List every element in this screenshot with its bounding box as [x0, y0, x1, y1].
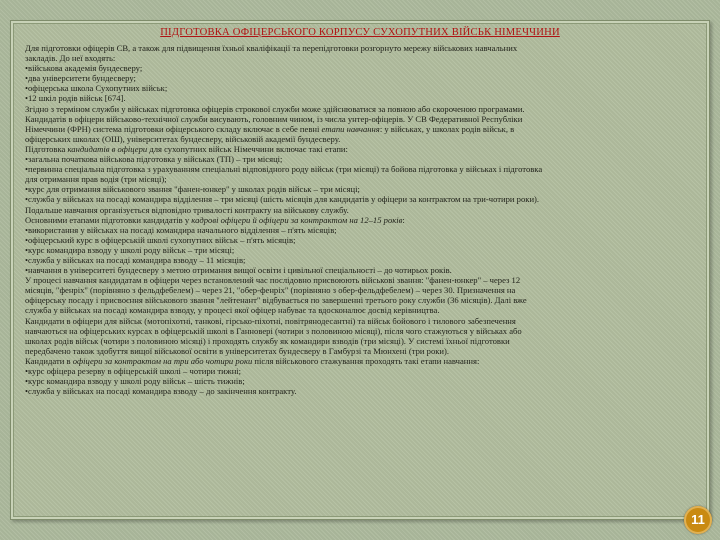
text-line: Згідно з терміном служби у військах підготовка офіцерів строкової служби може здійснюватися за повною або скороченою програмами.: [25, 103, 525, 114]
text-line: •курс командира взводу у школі роду військ – шість тижнів;: [25, 376, 245, 387]
text-line: Кандидатів в офіцери військово-технічної служби висувають, головним чином, із числа унтер-офіцерів. У СВ Федеративної Республіки: [25, 113, 523, 124]
text-line: •курс офіцера резерву в офіцерській школі – чотири тижні;: [25, 366, 242, 376]
text-line: передбачено також здобуття вищої військової освіти в університетах бундесверу в Гамбурзі та Мюнхені (три роки).: [25, 345, 450, 356]
text-line: Основними етапами підготовки кандидатів у кадрові офіцери й офіцери за контрактом на 12–15 років:: [25, 214, 405, 225]
italic-term: етапи навчання: [321, 123, 380, 134]
text-line: •12 шкіл родів військ [674].: [25, 93, 126, 104]
text-line: закладів. До неї входять:: [25, 53, 116, 64]
text-line: •служба у військах на посаді командира взводу – до закінчення контракту.: [25, 386, 297, 397]
text-line: для отримання прав водія (три місяці);: [25, 174, 167, 185]
page-number-badge: 11: [684, 506, 712, 534]
text-line: Кандидати в офіцери за контрактом на три або чотири роки після військового стажування проходять такі етапи навчання:: [25, 355, 480, 366]
text-line: •служба у військах на посаді командира взводу – 11 місяців;: [25, 254, 246, 265]
text-line: •офіцерський курс в офіцерській школі сухопутних військ – п'ять місяців;: [25, 234, 296, 245]
text-line: •навчання в університеті бундесверу з метою отримання вищої освіти і цивільної спеціальності – до чотирьох років.: [25, 265, 452, 276]
text-line: У процесі навчання кандидатам в офіцери через встановлений час послідовно присвоюють військові звання: "фанен-юнкер" – через 12: [25, 275, 521, 286]
text-line: •курс командира взводу у школі роду військ – три місяці;: [25, 244, 235, 255]
text-line: •служба у військах на посаді командира відділення – три місяці (шість місяців для кандидатів у офіцери за контрактом на три-чотири роки).: [25, 194, 540, 205]
body-text: [25, 43, 693, 396]
italic-term: офіцери за контрактом на три або чотири роки: [72, 355, 253, 366]
page-title: ПІДГОТОВКА ОФІЦЕРСЬКОГО КОРПУСУ СУХОПУТНИХ ВІЙСЬК НІМЕЧЧИНИ: [160, 27, 560, 38]
italic-term: кадрові офіцери й офіцери за контрактом на 12–15 років: [191, 214, 403, 225]
text-line: •військова академія бундесверу;: [25, 63, 143, 74]
text-line: Кандидати в офіцери для військ (мотопіхотні, танкові, гірсько-піхотні, повітрянодесантні) та військ бойового і тилового забезпечення: [25, 315, 516, 326]
text-line: •два університети бундесверу;: [25, 73, 136, 84]
text-line: •використання у військах на посаді командира начального відділення – п'ять місяців;: [25, 224, 337, 235]
text-line: місяців, "фенріх" (порівняно з фельдфебелем) – через 21, "обер-фенріх" (порівняно з обер-фельдфебелем) – через 30. Призначення на: [25, 285, 516, 296]
text-line: офіцерських школах (ОШ), університетах бундесверу, військовій академії бундесверу.: [25, 133, 341, 144]
text-line: Подальше навчання організується відповідно тривалості контракту на військову службу.: [25, 204, 349, 215]
text-line: •курс для отримання військового звання "фанен-юнкер" у школах родів військ – три місяці;: [25, 184, 360, 195]
text-line: навчаються на офіцерських курсах в офіцерській школі в Ганновері (чотири з половиною місяці), після чого стажуються у військах або: [25, 325, 522, 336]
content-panel: [10, 20, 710, 520]
italic-term: кандидатів в офіцери: [67, 143, 148, 154]
text-line: •загальна початкова військова підготовка у військах (ТП) – три місяці;: [25, 154, 283, 165]
text-line: •офіцерська школа Сухопутних військ;: [25, 83, 168, 94]
text-line: офіцерську посаду і присвоєння військового звання "лейтенант" відбувається по завершенні третього року служби (36 місяців). Далі вже: [25, 295, 527, 306]
text-line: Німеччини (ФРН) система підготовки офіцерського складу включає в себе певні етапи навчання: у військах, у школах родів військ, в: [25, 123, 515, 134]
text-line: Підготовка кандидатів в офіцери для сухопутних військ Німеччини включає такі етапи:: [25, 143, 348, 154]
text-line: служба у військах на посаді командира взводу, у процесі якої офіцер набуває та вдосконалює досвід керівництва.: [25, 305, 440, 316]
text-line: Для підготовки офіцерів СВ, а також для підвищення їхньої кваліфікації та перепідготовки розгорнуто мережу військових навчальних: [25, 43, 518, 53]
text-line: школах родів військ (чотири з половиною місяці) і проходять службу як командири взводів (три місяці). У системі їхньої підготовки: [25, 335, 510, 346]
text-line: •первинна спеціальна підготовка з урахуванням спеціальні відповідного роду військ (три місяці) та бойова підготовка у військах і підготовка: [25, 164, 543, 175]
